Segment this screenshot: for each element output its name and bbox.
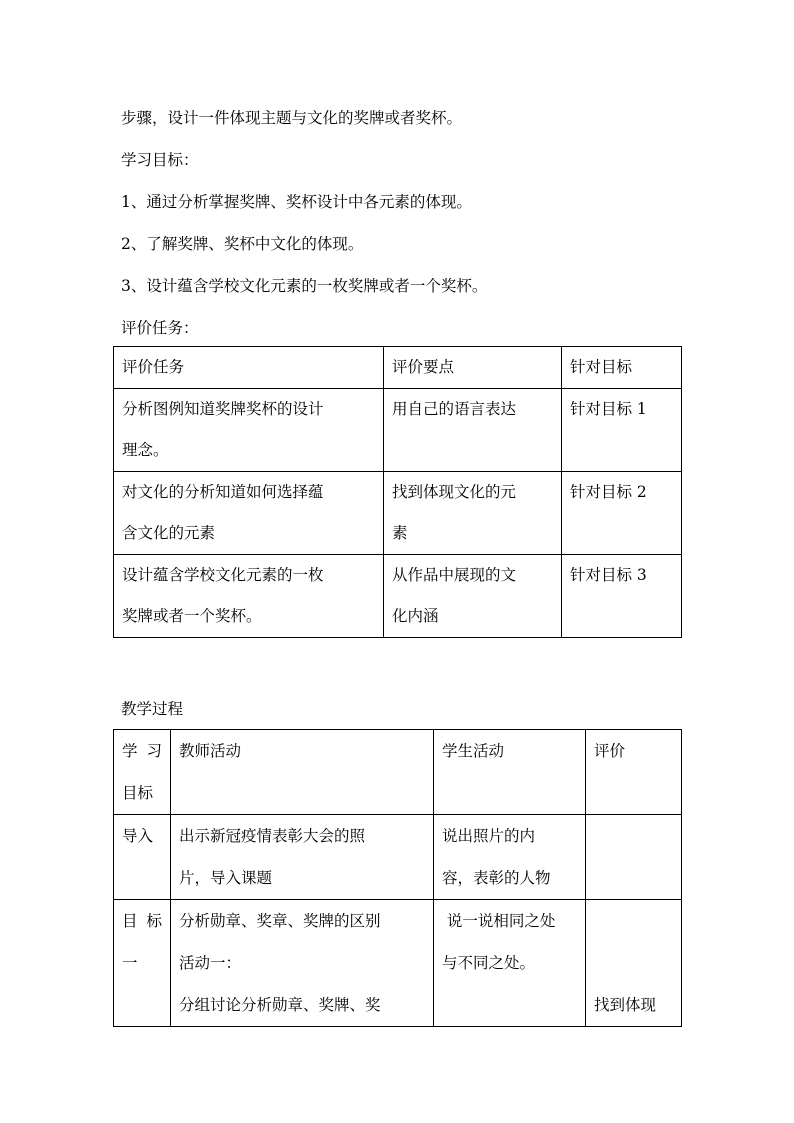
cell-line: 设计蕴含学校文化元素的一枚: [122, 566, 324, 584]
student-cell: [434, 815, 586, 900]
cell-char: 标: [146, 912, 162, 930]
student-cell: [434, 900, 586, 1027]
cell-line: 找到体现: [594, 996, 657, 1014]
point-cell: [384, 389, 562, 472]
cell-line: 对文化的分析知道如何选择蕴: [122, 483, 324, 501]
target-cell: 针对目标 1: [562, 389, 682, 472]
table-row: [114, 555, 682, 638]
table-row: [114, 472, 682, 555]
table-row: [114, 389, 682, 472]
cell-line: 理念。: [122, 441, 169, 459]
eval-cell: [586, 900, 682, 1027]
eval-heading: 评价任务：: [121, 319, 199, 337]
target-cell: 针对目标 3: [562, 555, 682, 638]
cell-line: 出示新冠疫情表彰大会的照: [179, 827, 366, 845]
point-cell: [384, 555, 562, 638]
cell-line: 说出照片的内: [442, 827, 536, 845]
process-table: [113, 729, 682, 1027]
cell-line: 从作品中展现的文: [392, 566, 517, 584]
cell-line: 含文化的元素: [122, 524, 216, 542]
cell-line: 奖牌或者一个奖杯。: [122, 607, 262, 625]
cell-line: 化内涵: [392, 607, 439, 625]
cell-line: 分析勋章、奖章、奖牌的区别: [179, 912, 381, 930]
header-cell: 学生活动: [434, 730, 586, 815]
goal-header-cell: [114, 730, 171, 815]
cell-char: 习: [146, 742, 162, 760]
header-cell: 评价要点: [384, 347, 562, 389]
objective-2: 2、了解奖牌、奖杯中文化的体现。: [121, 235, 364, 253]
header-cell: 评价: [586, 730, 682, 815]
goal-cell: 导入: [114, 815, 171, 900]
process-heading: 教学过程: [121, 700, 184, 718]
task-cell: [114, 472, 384, 555]
cell-line: 容，表彰的人物: [442, 869, 551, 887]
intro-line: 步骤，设计一件体现主题与文化的奖牌或者奖杯。: [121, 109, 463, 127]
cell-line: 目标: [122, 784, 154, 802]
point-cell: [384, 472, 562, 555]
cell-line: 找到体现文化的元: [392, 483, 517, 501]
cell-line: 片，导入课题: [179, 869, 273, 887]
header-cell: 针对目标: [562, 347, 682, 389]
teacher-cell: [171, 815, 434, 900]
eval-cell: [586, 815, 682, 900]
task-cell: [114, 555, 384, 638]
teacher-cell: [171, 900, 434, 1027]
cell-char: 学: [122, 742, 138, 760]
cell-line: 说一说相同之处: [442, 912, 556, 930]
objective-1: 1、通过分析掌握奖牌、奖杯设计中各元素的体现。: [121, 193, 472, 211]
cell-line: 素: [392, 524, 408, 542]
target-cell: 针对目标 2: [562, 472, 682, 555]
cell-line: 与不同之处。: [442, 954, 536, 972]
objective-3: 3、设计蕴含学校文化元素的一枚奖牌或者一个奖杯。: [121, 277, 488, 295]
cell-line: 分组讨论分析勋章、奖牌、奖: [179, 996, 381, 1014]
cell-char: 目: [122, 912, 138, 930]
header-cell: 评价任务: [114, 347, 384, 389]
objectives-heading: 学习目标：: [121, 151, 199, 169]
table-header-row: [114, 730, 682, 815]
table-header-row: [114, 347, 682, 389]
cell-line: 分析图例知道奖牌奖杯的设计: [122, 400, 324, 418]
goal-cell: [114, 900, 171, 1027]
table-row: [114, 900, 682, 1027]
cell-line: 用自己的语言表达: [392, 400, 517, 418]
table-row: [114, 815, 682, 900]
cell-line: 活动一：: [179, 954, 242, 972]
task-cell: [114, 389, 384, 472]
header-cell: 教师活动: [171, 730, 434, 815]
evaluation-table: [113, 346, 682, 638]
cell-line: 一: [122, 954, 138, 972]
